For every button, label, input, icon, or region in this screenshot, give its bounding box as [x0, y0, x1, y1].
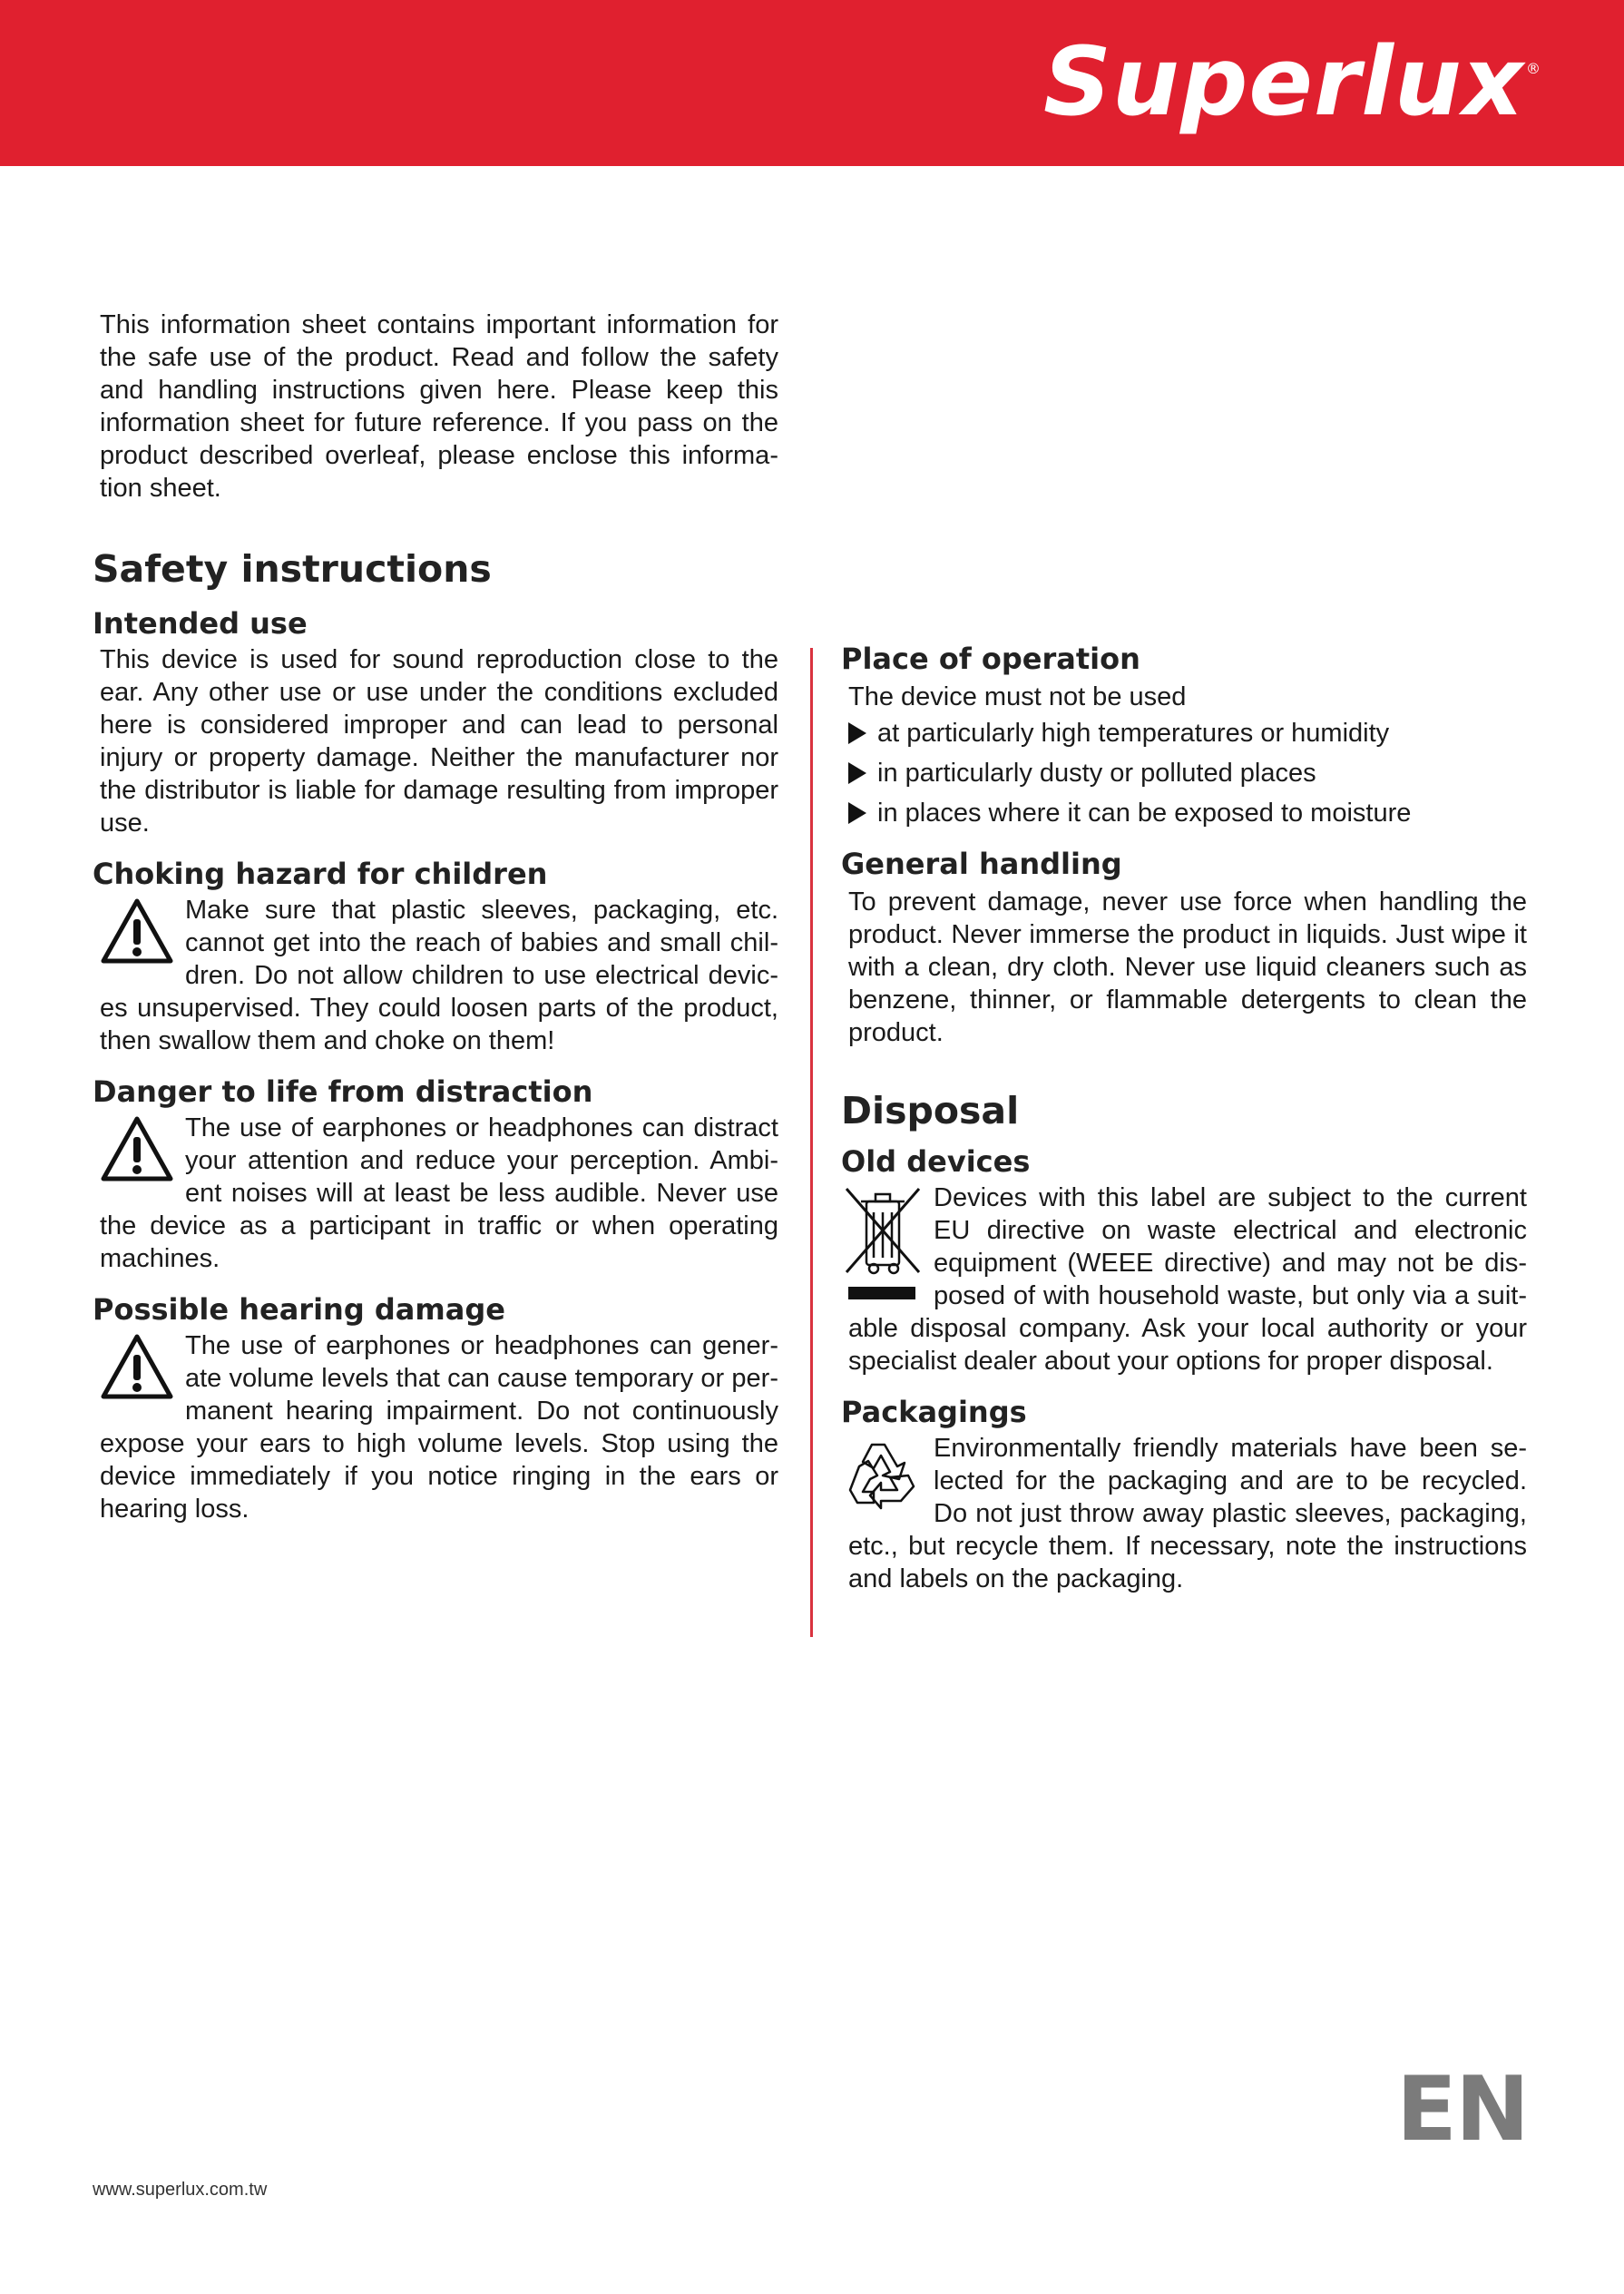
column-divider [810, 648, 813, 1637]
brand-logo: Superlux [1043, 26, 1524, 137]
old-devices-block [848, 1181, 1527, 1377]
operation-list [848, 713, 1527, 833]
distraction-text: The use of earphones or headphones can distract your attention and reduce your perception. Ambient noises will at least be less audible. Never use the device as a participant in traffic or when operating machines. [100, 1113, 778, 1273]
safety-title: Safety instructions [93, 547, 492, 591]
hearing-heading: Possible hearing damage [93, 1292, 505, 1327]
distraction-block [100, 1112, 778, 1275]
operation-intro: The device must not be used [848, 682, 1187, 711]
intro-block [100, 309, 778, 505]
choking-heading: Choking hazard for children [93, 857, 548, 891]
bullet-arrow-icon [848, 762, 866, 784]
choking-text: Make sure that plastic sleeves, packaging, etc. cannot get into the reach of babies and small children. Do not allow children to use electrical devices unsupervised. They could loosen parts of the product, then swallow them and choke on them! [100, 896, 778, 1055]
registered-mark: ® [1526, 60, 1541, 77]
distraction-heading: Danger to life from distraction [93, 1074, 593, 1109]
handling-text: To prevent damage, never use force when handling the product. Never immerse the product in liquids. Just wipe it with a clean, dry cloth. Never use liquid cleaners such as benzene, thinner, or flammable detergents to clean the product. [848, 887, 1527, 1047]
operation-heading: Place of operation [841, 642, 1140, 676]
footer-url: www.superlux.com.tw [93, 2180, 268, 2200]
intended-use-heading: Intended use [93, 606, 308, 641]
list-item: in particularly dusty or polluted places [848, 753, 1527, 793]
disposal-title: Disposal [841, 1089, 1020, 1132]
list-item: in places where it can be exposed to moisture [848, 793, 1527, 833]
packagings-heading: Packagings [841, 1395, 1027, 1429]
hearing-block [100, 1329, 778, 1525]
recycle-icon [845, 1436, 923, 1518]
intro-text: This information sheet contains important information for the safe use of the product. Read and follow the safety and handling instructions given here. Please keep this information sheet for future reference. If you pass on the product described overleaf, please enclose this information sheet. [100, 310, 778, 503]
weee-crossed-bin-icon [843, 1185, 923, 1309]
bullet-arrow-icon [848, 722, 866, 744]
old-devices-heading: Old devices [841, 1144, 1031, 1179]
old-devices-text: Devices with this label are subject to the current EU directive on waste electrical and electronic equipment (WEEE directive) and may not be disposed of with household waste, but only via a suitable disposal company. Ask your local authority or your specialist dealer about your options for proper disposal. [848, 1183, 1527, 1376]
warning-triangle-icon [100, 1333, 174, 1405]
choking-block [100, 894, 778, 1057]
packagings-text: Environmentally friendly materials have been selected for the packaging and are to be recycled. Do not just throw away plastic sleeves, packaging, etc., but recycle them. If necessary, note the instructions and labels on the packaging. [848, 1434, 1527, 1593]
handling-heading: General handling [841, 847, 1122, 881]
safety-section [93, 547, 778, 1525]
header-bar [0, 0, 1624, 166]
hearing-text: The use of earphones or headphones can generate volume levels that can cause temporary or permanent hearing impairment. Do not continuously expose your ears to high volume levels. Stop using the device immediately if you notice ringing in the ears or hearing loss. [100, 1331, 778, 1524]
warning-triangle-icon [100, 897, 174, 969]
bullet-arrow-icon [848, 802, 866, 824]
warning-triangle-icon [100, 1115, 174, 1187]
intended-use-text: This device is used for sound reproduction close to the ear. Any other use or use under the conditions excluded here is considered improper and can lead to personal injury or property damage. Neither the manufacturer nor the distributor is liable for damage resulting from improper use. [100, 645, 778, 838]
language-code: EN [1396, 2058, 1528, 2162]
list-item: at particularly high temperatures or humidity [848, 713, 1527, 753]
packagings-block [848, 1432, 1527, 1595]
operation-section [841, 641, 1527, 1595]
